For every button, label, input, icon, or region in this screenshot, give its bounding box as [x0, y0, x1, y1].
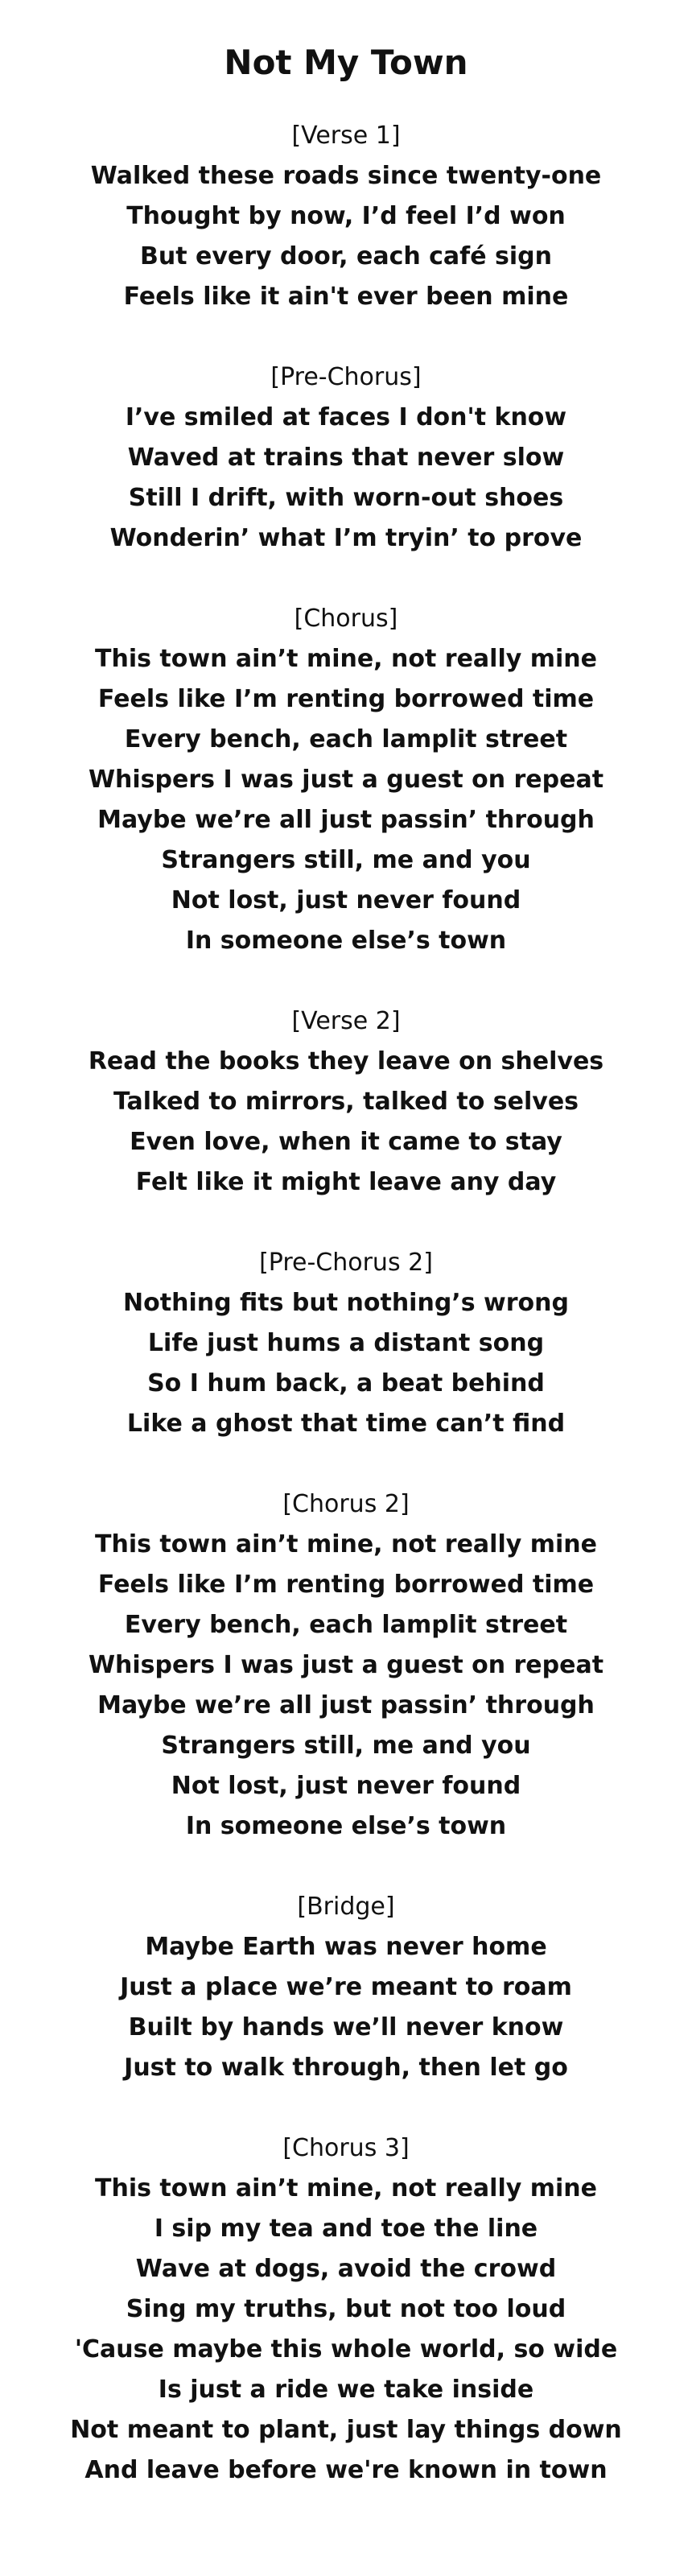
lyric-line: Just a place we’re meant to roam: [120, 1973, 572, 2001]
section-label: [Verse 1]: [291, 122, 401, 150]
lyric-line: Not lost, just never found: [171, 1772, 521, 1800]
lyrics-section: [0, 357, 692, 559]
lyrics-section: [0, 116, 692, 317]
lyric-line: Every bench, each lamplit street: [124, 725, 568, 753]
lyrics-body: [0, 116, 692, 2491]
lyric-line: Not lost, just never found: [171, 886, 521, 914]
song-title: Not My Town: [224, 43, 468, 82]
lyric-line: Not meant to plant, just lay things down: [70, 2416, 622, 2444]
lyric-line: Wonderin’ what I’m tryin’ to prove: [109, 524, 583, 552]
lyric-line: But every door, each café sign: [140, 242, 552, 270]
lyric-line: Even love, when it came to stay: [130, 1128, 562, 1156]
lyrics-section: [0, 1243, 692, 1444]
lyric-line: Nothing fits but nothing’s wrong: [123, 1289, 569, 1317]
lyric-line: Waved at trains that never slow: [127, 444, 565, 472]
lyric-line: Walked these roads since twenty-one: [90, 162, 602, 190]
lyric-line: Maybe we’re all just passin’ through: [97, 806, 595, 834]
lyric-line: In someone else’s town: [185, 927, 507, 955]
lyric-line: Strangers still, me and you: [161, 846, 531, 874]
lyrics-section: [0, 1484, 692, 1847]
lyric-line: Still I drift, with worn-out shoes: [128, 484, 564, 512]
lyric-line: Talked to mirrors, talked to selves: [113, 1088, 579, 1116]
lyric-line: This town ain’t mine, not really mine: [95, 1530, 597, 1558]
lyrics-section: [0, 1001, 692, 1203]
lyric-line: Every bench, each lamplit street: [124, 1611, 568, 1639]
lyric-line: I’ve smiled at faces I don't know: [125, 403, 567, 431]
lyric-line: In someone else’s town: [185, 1812, 507, 1840]
lyrics-section: [0, 2128, 692, 2491]
lyric-line: Whispers I was just a guest on repeat: [88, 766, 604, 794]
lyric-line: Built by hands we’ll never know: [128, 2013, 564, 2041]
lyric-line: I sip my tea and toe the line: [154, 2215, 538, 2243]
lyric-line: Feels like it ain't ever been mine: [123, 283, 569, 311]
lyric-line: Sing my truths, but not too loud: [126, 2295, 566, 2323]
lyric-line: Is just a ride we take inside: [158, 2376, 534, 2404]
lyric-line: Life just hums a distant song: [147, 1329, 545, 1357]
lyrics-section: [0, 1887, 692, 2088]
lyric-line: Wave at dogs, avoid the crowd: [135, 2255, 557, 2283]
lyric-line: This town ain’t mine, not really mine: [95, 2174, 597, 2202]
lyric-line: 'Cause maybe this whole world, so wide: [74, 2335, 618, 2363]
lyric-line: Thought by now, I’d feel I’d won: [126, 202, 566, 230]
lyric-line: Feels like I’m renting borrowed time: [97, 685, 595, 713]
lyric-line: Read the books they leave on shelves: [88, 1047, 604, 1075]
section-label: [Bridge]: [297, 1893, 395, 1921]
section-label: [Chorus 2]: [282, 1490, 410, 1518]
lyric-line: Whispers I was just a guest on repeat: [88, 1651, 604, 1679]
section-label: [Pre-Chorus]: [270, 363, 422, 391]
lyric-line: Maybe Earth was never home: [145, 1933, 547, 1961]
lyric-line: Just to walk through, then let go: [124, 2054, 568, 2082]
lyric-line: This town ain’t mine, not really mine: [95, 645, 597, 673]
lyric-line: Like a ghost that time can’t find: [126, 1410, 566, 1438]
lyric-line: Maybe we’re all just passin’ through: [97, 1691, 595, 1719]
lyric-line: Strangers still, me and you: [161, 1732, 531, 1760]
section-label: [Verse 2]: [291, 1007, 401, 1035]
lyrics-section: [0, 599, 692, 961]
section-label: [Pre-Chorus 2]: [259, 1249, 433, 1277]
lyric-line: Feels like I’m renting borrowed time: [97, 1571, 595, 1599]
section-label: [Chorus]: [294, 605, 398, 633]
lyric-line: And leave before we're known in town: [84, 2456, 608, 2484]
lyric-line: Felt like it might leave any day: [135, 1168, 557, 1196]
lyric-line: So I hum back, a beat behind: [147, 1369, 545, 1397]
section-label: [Chorus 3]: [282, 2134, 410, 2162]
